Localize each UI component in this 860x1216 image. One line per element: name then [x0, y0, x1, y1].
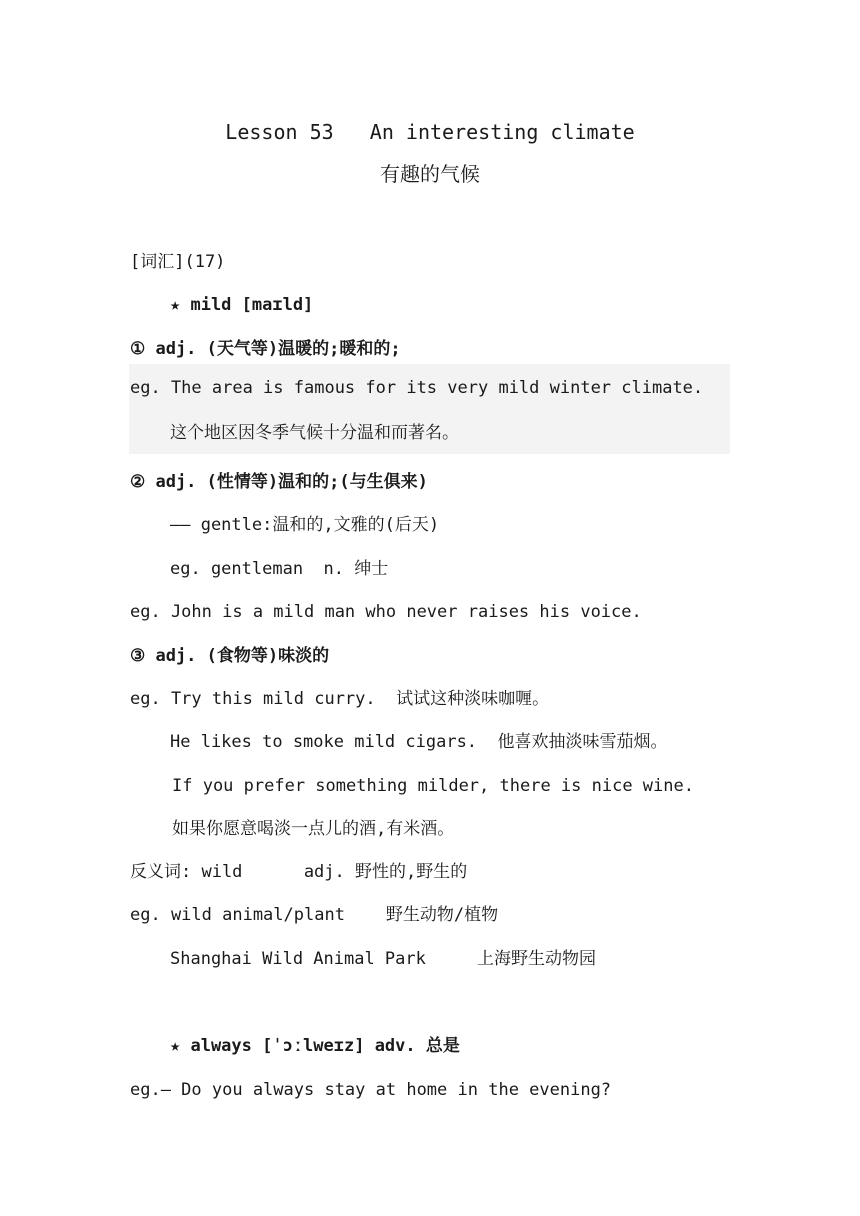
mild-sense-3-example-2: He likes to smoke mild cigars. 他喜欢抽淡味雪茄烟。 [170, 732, 668, 752]
mild-sense-3-example-3: If you prefer something milder, there is nice wine. [172, 776, 694, 796]
mild-sense-1-example-zh: 这个地区因冬季气候十分温和而著名。 [170, 423, 459, 443]
mild-sense-3-example-3-zh: 如果你愿意喝淡一点儿的酒,有米酒。 [172, 819, 455, 839]
lesson-title: Lesson 53 An interesting climate [225, 120, 635, 144]
entry-always: ★ always [ˈɔːlweɪz] adv. 总是 [170, 1036, 460, 1056]
gentleman-example: eg. gentleman n. 绅士 [170, 559, 389, 579]
antonym-line: 反义词: wild adj. 野性的,野生的 [130, 862, 468, 882]
entry-mild: ★ mild [maɪld] [170, 295, 314, 315]
antonym-example-1: eg. wild animal/plant 野生动物/植物 [130, 905, 499, 925]
always-example-1: eg.— Do you always stay at home in the evening? [130, 1080, 612, 1100]
mild-sense-1-example-en: eg. The area is famous for its very mild winter climate. [130, 378, 704, 398]
mild-sense-1: ① adj. (天气等)温暖的;暖和的; [130, 339, 401, 359]
mild-sense-3-example-1: eg. Try this mild curry. 试试这种淡味咖喱。 [130, 689, 550, 709]
mild-sense-2-example: eg. John is a mild man who never raises his voice. [130, 602, 642, 622]
mild-sense-3: ③ adj. (食物等)味淡的 [130, 646, 330, 666]
antonym-example-2: Shanghai Wild Animal Park 上海野生动物园 [170, 949, 597, 969]
gentle-note: —— gentle:温和的,文雅的(后天) [170, 515, 440, 535]
lesson-title-chinese: 有趣的气候 [380, 162, 480, 186]
vocab-header: [词汇](17) [130, 252, 226, 272]
mild-sense-2: ② adj. (性情等)温和的;(与生俱来) [130, 472, 428, 492]
